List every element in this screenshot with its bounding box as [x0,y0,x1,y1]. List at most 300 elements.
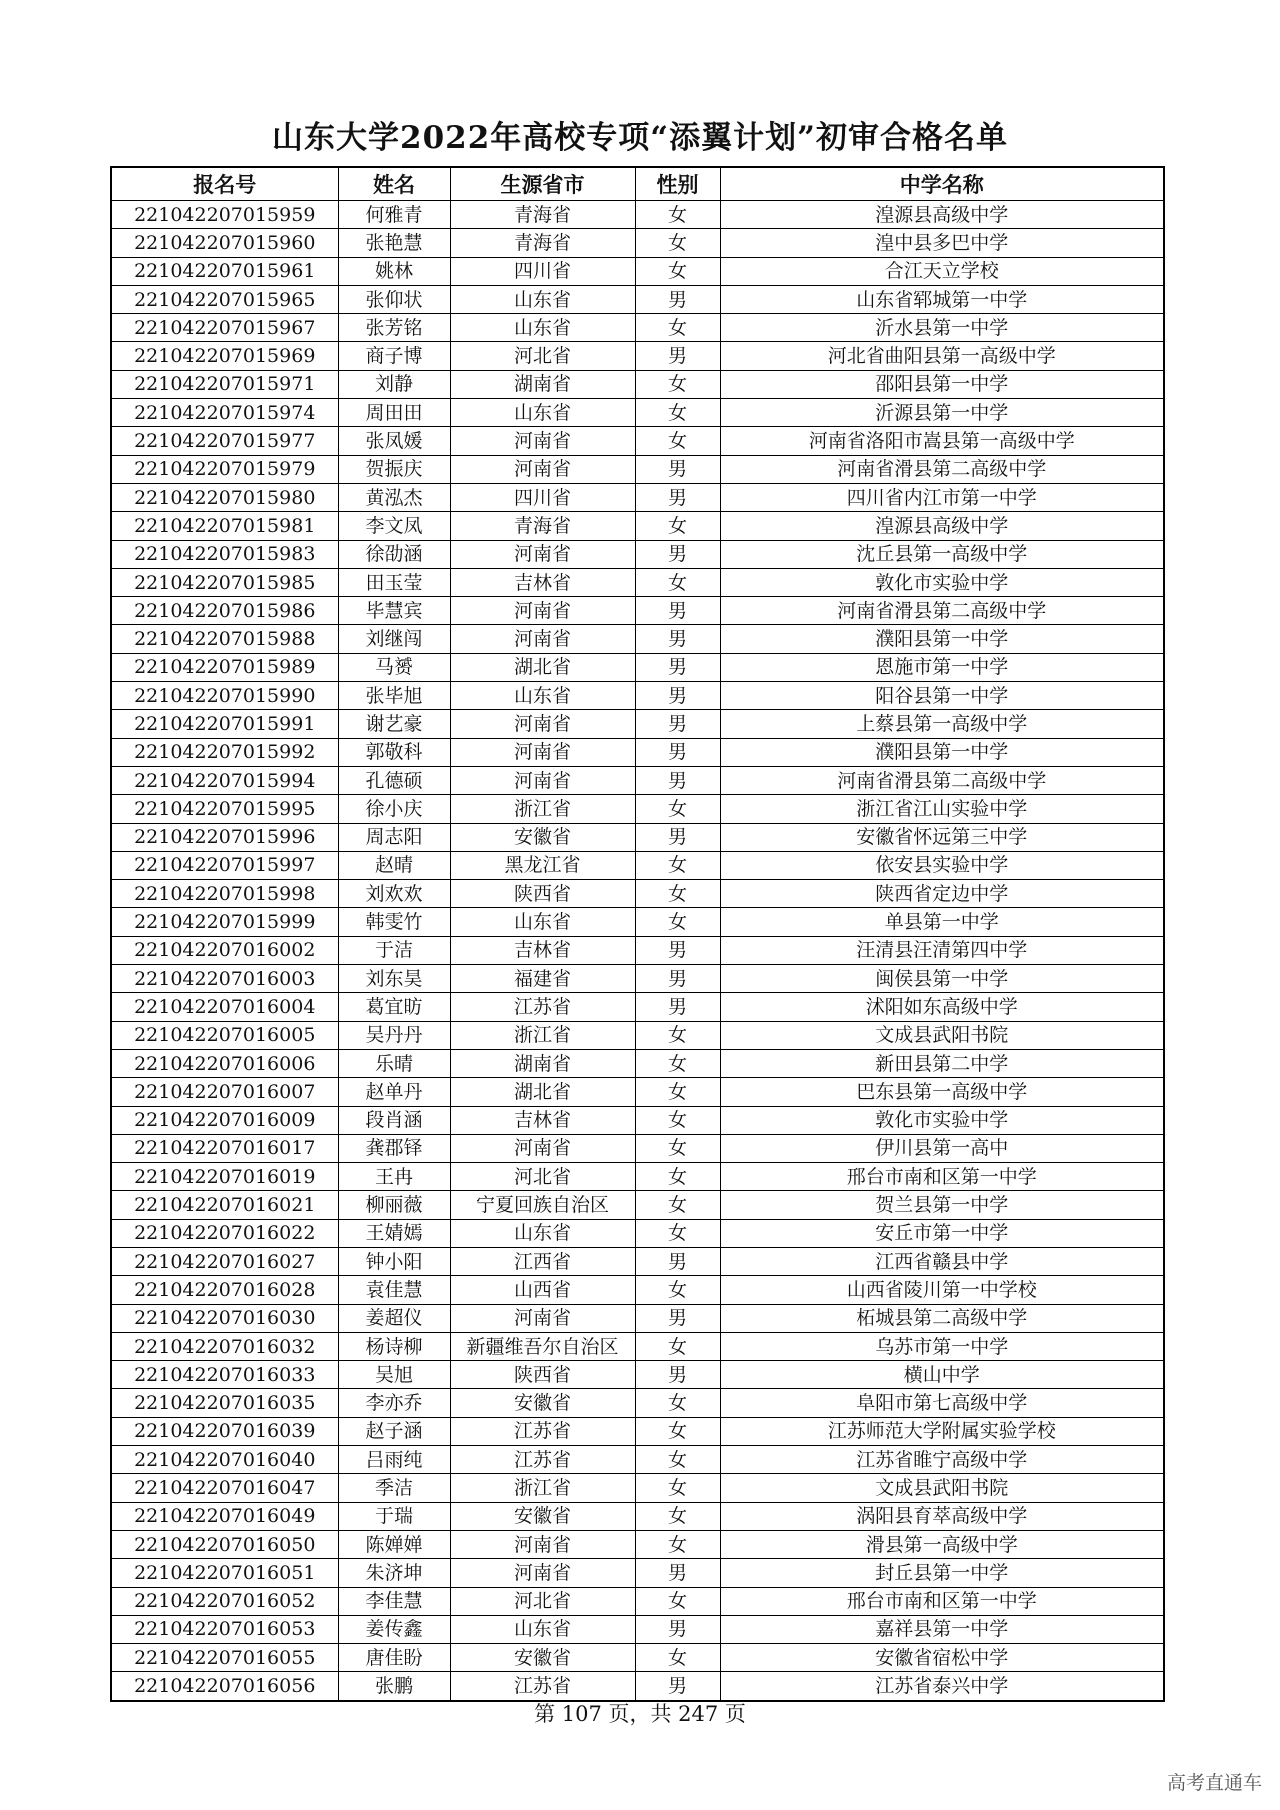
cell-name: 刘静 [338,370,450,398]
table-row [111,625,1164,653]
cell-registration-no: 221042207016049 [111,1502,338,1530]
cell-name: 陈婵婵 [338,1530,450,1558]
cell-gender: 男 [635,455,720,483]
cell-school: 安徽省宿松中学 [720,1644,1164,1672]
cell-school: 上蔡县第一高级中学 [720,710,1164,738]
cell-gender: 女 [635,1446,720,1474]
cell-province: 福建省 [450,965,635,993]
table-row [111,1078,1164,1106]
cell-registration-no: 221042207015986 [111,597,338,625]
cell-gender: 男 [635,1247,720,1275]
cell-gender: 男 [635,993,720,1021]
table-row [111,512,1164,540]
cell-registration-no: 221042207016017 [111,1134,338,1162]
cell-school: 山东省郓城第一中学 [720,285,1164,313]
cell-gender: 女 [635,1502,720,1530]
cell-province: 江苏省 [450,993,635,1021]
cell-province: 湖南省 [450,1049,635,1077]
cell-gender: 女 [635,1021,720,1049]
cell-province: 浙江省 [450,1474,635,1502]
cell-registration-no: 221042207015992 [111,738,338,766]
cell-province: 江西省 [450,1247,635,1275]
cell-name: 徐劭涵 [338,540,450,568]
header-gender: 性别 [635,167,720,201]
cell-school: 江苏省泰兴中学 [720,1672,1164,1701]
cell-school: 河南省滑县第二高级中学 [720,766,1164,794]
cell-gender: 女 [635,1530,720,1558]
cell-registration-no: 221042207015981 [111,512,338,540]
cell-name: 刘东昊 [338,965,450,993]
cell-registration-no: 221042207015989 [111,653,338,681]
cell-province: 河南省 [450,540,635,568]
cell-province: 河北省 [450,1587,635,1615]
table-row [111,993,1164,1021]
cell-name: 何雅青 [338,201,450,229]
cell-gender: 女 [635,314,720,342]
cell-school: 江苏省睢宁高级中学 [720,1446,1164,1474]
cell-province: 河南省 [450,1530,635,1558]
cell-gender: 男 [635,738,720,766]
cell-province: 山东省 [450,1615,635,1643]
cell-province: 山西省 [450,1276,635,1304]
cell-name: 张芳铭 [338,314,450,342]
cell-gender: 男 [635,540,720,568]
cell-school: 河北省曲阳县第一高级中学 [720,342,1164,370]
cell-registration-no: 221042207016050 [111,1530,338,1558]
table-row [111,1219,1164,1247]
table-row [111,1021,1164,1049]
table-row [111,455,1164,483]
cell-province: 河南省 [450,1559,635,1587]
cell-province: 陕西省 [450,1361,635,1389]
cell-school: 河南省滑县第二高级中学 [720,455,1164,483]
cell-registration-no: 221042207015998 [111,880,338,908]
table-row [111,880,1164,908]
table-row [111,1276,1164,1304]
cell-registration-no: 221042207016022 [111,1219,338,1247]
cell-name: 韩雯竹 [338,908,450,936]
cell-gender: 男 [635,342,720,370]
cell-province: 新疆维吾尔自治区 [450,1332,635,1360]
cell-gender: 女 [635,1587,720,1615]
cell-registration-no: 221042207015983 [111,540,338,568]
table-row [111,314,1164,342]
cell-province: 安徽省 [450,1389,635,1417]
cell-province: 江苏省 [450,1446,635,1474]
table-row [111,1191,1164,1219]
table-row [111,1672,1164,1701]
cell-name: 张仰状 [338,285,450,313]
table-row [111,597,1164,625]
cell-province: 江苏省 [450,1672,635,1701]
header-registration-no: 报名号 [111,167,338,201]
cell-province: 吉林省 [450,568,635,596]
cell-school: 湟中县多巴中学 [720,229,1164,257]
cell-school: 敦化市实验中学 [720,1106,1164,1134]
cell-registration-no: 221042207016053 [111,1615,338,1643]
cell-gender: 女 [635,795,720,823]
cell-school: 依安县实验中学 [720,851,1164,879]
table-row [111,568,1164,596]
table-row [111,257,1164,285]
cell-registration-no: 221042207016033 [111,1361,338,1389]
cell-registration-no: 221042207015980 [111,483,338,511]
cell-school: 乌苏市第一中学 [720,1332,1164,1360]
table-row [111,1304,1164,1332]
cell-registration-no: 221042207015991 [111,710,338,738]
cell-registration-no: 221042207016055 [111,1644,338,1672]
cell-gender: 女 [635,1276,720,1304]
cell-registration-no: 221042207015997 [111,851,338,879]
cell-gender: 男 [635,597,720,625]
table-row [111,936,1164,964]
cell-gender: 男 [635,1304,720,1332]
cell-gender: 女 [635,399,720,427]
cell-province: 河南省 [450,1134,635,1162]
cell-school: 安徽省怀远第三中学 [720,823,1164,851]
table-row [111,908,1164,936]
table-row [111,1530,1164,1558]
cell-name: 黄泓杰 [338,483,450,511]
cell-school: 伊川县第一高中 [720,1134,1164,1162]
cell-school: 江西省赣县中学 [720,1247,1164,1275]
cell-gender: 女 [635,1191,720,1219]
table-row [111,1559,1164,1587]
cell-gender: 男 [635,766,720,794]
cell-name: 王婧嫣 [338,1219,450,1247]
cell-gender: 女 [635,1106,720,1134]
table-row [111,823,1164,851]
cell-registration-no: 221042207016032 [111,1332,338,1360]
cell-province: 浙江省 [450,1021,635,1049]
cell-gender: 女 [635,1417,720,1445]
cell-registration-no: 221042207016027 [111,1247,338,1275]
cell-name: 段肖涵 [338,1106,450,1134]
cell-name: 姚林 [338,257,450,285]
table-row [111,851,1164,879]
cell-registration-no: 221042207015969 [111,342,338,370]
cell-registration-no: 221042207015960 [111,229,338,257]
cell-province: 黑龙江省 [450,851,635,879]
cell-name: 张艳慧 [338,229,450,257]
cell-name: 龚郡铎 [338,1134,450,1162]
cell-school: 湟源县高级中学 [720,512,1164,540]
table-row [111,1361,1164,1389]
table-row [111,427,1164,455]
table-row [111,795,1164,823]
cell-school: 滑县第一高级中学 [720,1530,1164,1558]
table-row [111,1247,1164,1275]
cell-name: 徐小庆 [338,795,450,823]
cell-name: 吕雨纯 [338,1446,450,1474]
cell-registration-no: 221042207016052 [111,1587,338,1615]
cell-school: 巴东县第一高级中学 [720,1078,1164,1106]
table-row [111,1474,1164,1502]
cell-school: 嘉祥县第一中学 [720,1615,1164,1643]
cell-gender: 男 [635,1615,720,1643]
cell-name: 姜超仪 [338,1304,450,1332]
cell-name: 姜传鑫 [338,1615,450,1643]
page-title: 山东大学2022年高校专项“添翼计划”初审合格名单 [272,120,1008,156]
cell-registration-no: 221042207016003 [111,965,338,993]
cell-registration-no: 221042207015979 [111,455,338,483]
table-row [111,1446,1164,1474]
cell-province: 河南省 [450,625,635,653]
header-name: 姓名 [338,167,450,201]
cell-name: 周志阳 [338,823,450,851]
cell-province: 湖南省 [450,370,635,398]
cell-name: 张鹏 [338,1672,450,1701]
table-row [111,682,1164,710]
cell-province: 山东省 [450,682,635,710]
cell-school: 单县第一中学 [720,908,1164,936]
cell-registration-no: 221042207016056 [111,1672,338,1701]
cell-gender: 女 [635,1078,720,1106]
cell-province: 河南省 [450,427,635,455]
table-row [111,540,1164,568]
header-province: 生源省市 [450,167,635,201]
cell-gender: 女 [635,568,720,596]
cell-province: 四川省 [450,257,635,285]
cell-gender: 男 [635,1361,720,1389]
cell-gender: 女 [635,1474,720,1502]
cell-province: 四川省 [450,483,635,511]
cell-name: 赵子涵 [338,1417,450,1445]
cell-name: 贺振庆 [338,455,450,483]
cell-gender: 男 [635,1559,720,1587]
cell-school: 贺兰县第一中学 [720,1191,1164,1219]
cell-school: 濮阳县第一中学 [720,738,1164,766]
cell-school: 四川省内江市第一中学 [720,483,1164,511]
table-row [111,201,1164,229]
table-row [111,1389,1164,1417]
cell-name: 刘继闯 [338,625,450,653]
table-row [111,399,1164,427]
table-row [111,229,1164,257]
header-school: 中学名称 [720,167,1164,201]
table-row [111,766,1164,794]
cell-registration-no: 221042207016009 [111,1106,338,1134]
cell-registration-no: 221042207016006 [111,1049,338,1077]
cell-gender: 女 [635,370,720,398]
cell-school: 横山中学 [720,1361,1164,1389]
cell-gender: 男 [635,936,720,964]
table-row [111,370,1164,398]
cell-school: 沭阳如东高级中学 [720,993,1164,1021]
cell-registration-no: 221042207015961 [111,257,338,285]
cell-gender: 男 [635,1672,720,1701]
cell-registration-no: 221042207016028 [111,1276,338,1304]
header-row [111,167,1164,201]
cell-gender: 男 [635,653,720,681]
cell-province: 河北省 [450,1163,635,1191]
cell-name: 李佳慧 [338,1587,450,1615]
cell-name: 葛宜昉 [338,993,450,1021]
cell-province: 湖北省 [450,1078,635,1106]
cell-province: 河南省 [450,738,635,766]
cell-province: 山东省 [450,314,635,342]
cell-name: 张凤媛 [338,427,450,455]
cell-province: 安徽省 [450,1644,635,1672]
cell-school: 敦化市实验中学 [720,568,1164,596]
cell-province: 山东省 [450,285,635,313]
cell-gender: 男 [635,285,720,313]
cell-registration-no: 221042207016002 [111,936,338,964]
cell-school: 濮阳县第一中学 [720,625,1164,653]
cell-registration-no: 221042207016021 [111,1191,338,1219]
cell-registration-no: 221042207015988 [111,625,338,653]
cell-school: 恩施市第一中学 [720,653,1164,681]
roster-table [110,166,1165,1702]
cell-registration-no: 221042207016051 [111,1559,338,1587]
cell-school: 安丘市第一中学 [720,1219,1164,1247]
cell-school: 闽侯县第一中学 [720,965,1164,993]
cell-school: 文成县武阳书院 [720,1021,1164,1049]
cell-province: 河南省 [450,766,635,794]
cell-school: 陕西省定边中学 [720,880,1164,908]
cell-gender: 女 [635,512,720,540]
cell-gender: 女 [635,1389,720,1417]
cell-gender: 女 [635,427,720,455]
cell-registration-no: 221042207016047 [111,1474,338,1502]
cell-province: 浙江省 [450,795,635,823]
cell-gender: 女 [635,1134,720,1162]
cell-registration-no: 221042207015994 [111,766,338,794]
cell-name: 朱济坤 [338,1559,450,1587]
page-number: 第 107 页，共 247 页 [534,1702,746,1726]
cell-province: 陕西省 [450,880,635,908]
cell-school: 浙江省江山实验中学 [720,795,1164,823]
cell-name: 乐晴 [338,1049,450,1077]
cell-gender: 女 [635,1049,720,1077]
table-row [111,1644,1164,1672]
cell-name: 孔德硕 [338,766,450,794]
cell-province: 江苏省 [450,1417,635,1445]
cell-registration-no: 221042207015999 [111,908,338,936]
cell-school: 沈丘县第一高级中学 [720,540,1164,568]
cell-gender: 男 [635,710,720,738]
cell-registration-no: 221042207016005 [111,1021,338,1049]
cell-province: 河北省 [450,342,635,370]
cell-name: 柳丽薇 [338,1191,450,1219]
cell-school: 涡阳县育萃高级中学 [720,1502,1164,1530]
cell-gender: 女 [635,908,720,936]
cell-gender: 女 [635,880,720,908]
cell-registration-no: 221042207015971 [111,370,338,398]
cell-name: 于洁 [338,936,450,964]
cell-registration-no: 221042207015985 [111,568,338,596]
cell-registration-no: 221042207016039 [111,1417,338,1445]
cell-school: 沂源县第一中学 [720,399,1164,427]
cell-registration-no: 221042207016019 [111,1163,338,1191]
cell-registration-no: 221042207015974 [111,399,338,427]
cell-school: 汪清县汪清第四中学 [720,936,1164,964]
cell-school: 湟源县高级中学 [720,201,1164,229]
table-row [111,1332,1164,1360]
cell-name: 毕慧宾 [338,597,450,625]
cell-school: 邵阳县第一中学 [720,370,1164,398]
table-row [111,738,1164,766]
cell-name: 赵晴 [338,851,450,879]
cell-gender: 男 [635,682,720,710]
cell-province: 吉林省 [450,936,635,964]
cell-registration-no: 221042207015995 [111,795,338,823]
table-row [111,965,1164,993]
cell-school: 柘城县第二高级中学 [720,1304,1164,1332]
cell-province: 河南省 [450,597,635,625]
table-row [111,285,1164,313]
cell-province: 吉林省 [450,1106,635,1134]
cell-gender: 男 [635,823,720,851]
cell-name: 商子博 [338,342,450,370]
table-row [111,1417,1164,1445]
cell-registration-no: 221042207015990 [111,682,338,710]
cell-province: 河南省 [450,455,635,483]
cell-gender: 女 [635,1332,720,1360]
cell-province: 安徽省 [450,823,635,851]
cell-name: 马赟 [338,653,450,681]
table-row [111,653,1164,681]
watermark: 高考直通车 [1166,1772,1262,1794]
cell-school: 阳谷县第一中学 [720,682,1164,710]
cell-registration-no: 221042207015967 [111,314,338,342]
cell-province: 青海省 [450,512,635,540]
table-row [111,1587,1164,1615]
cell-school: 河南省滑县第二高级中学 [720,597,1164,625]
cell-school: 江苏师范大学附属实验学校 [720,1417,1164,1445]
cell-name: 刘欢欢 [338,880,450,908]
cell-registration-no: 221042207016007 [111,1078,338,1106]
table-row [111,1106,1164,1134]
cell-school: 邢台市南和区第一中学 [720,1163,1164,1191]
cell-name: 于瑞 [338,1502,450,1530]
cell-province: 青海省 [450,201,635,229]
cell-registration-no: 221042207015965 [111,285,338,313]
roster-body [111,201,1164,1701]
cell-province: 山东省 [450,1219,635,1247]
table-row [111,483,1164,511]
cell-school: 阜阳市第七高级中学 [720,1389,1164,1417]
cell-province: 河南省 [450,710,635,738]
table-row [111,1134,1164,1162]
cell-name: 季洁 [338,1474,450,1502]
cell-registration-no: 221042207016030 [111,1304,338,1332]
cell-registration-no: 221042207016035 [111,1389,338,1417]
cell-registration-no: 221042207016040 [111,1446,338,1474]
cell-gender: 女 [635,229,720,257]
cell-gender: 女 [635,201,720,229]
cell-name: 赵单丹 [338,1078,450,1106]
cell-name: 王冉 [338,1163,450,1191]
cell-registration-no: 221042207016004 [111,993,338,1021]
cell-gender: 女 [635,851,720,879]
cell-name: 郭敬科 [338,738,450,766]
table-row [111,1049,1164,1077]
cell-gender: 男 [635,483,720,511]
cell-school: 封丘县第一中学 [720,1559,1164,1587]
cell-name: 钟小阳 [338,1247,450,1275]
cell-province: 宁夏回族自治区 [450,1191,635,1219]
cell-gender: 男 [635,965,720,993]
cell-school: 河南省洛阳市嵩县第一高级中学 [720,427,1164,455]
cell-name: 张毕旭 [338,682,450,710]
cell-province: 山东省 [450,399,635,427]
cell-registration-no: 221042207015996 [111,823,338,851]
cell-school: 山西省陵川第一中学校 [720,1276,1164,1304]
cell-name: 袁佳慧 [338,1276,450,1304]
cell-name: 周田田 [338,399,450,427]
table-row [111,710,1164,738]
